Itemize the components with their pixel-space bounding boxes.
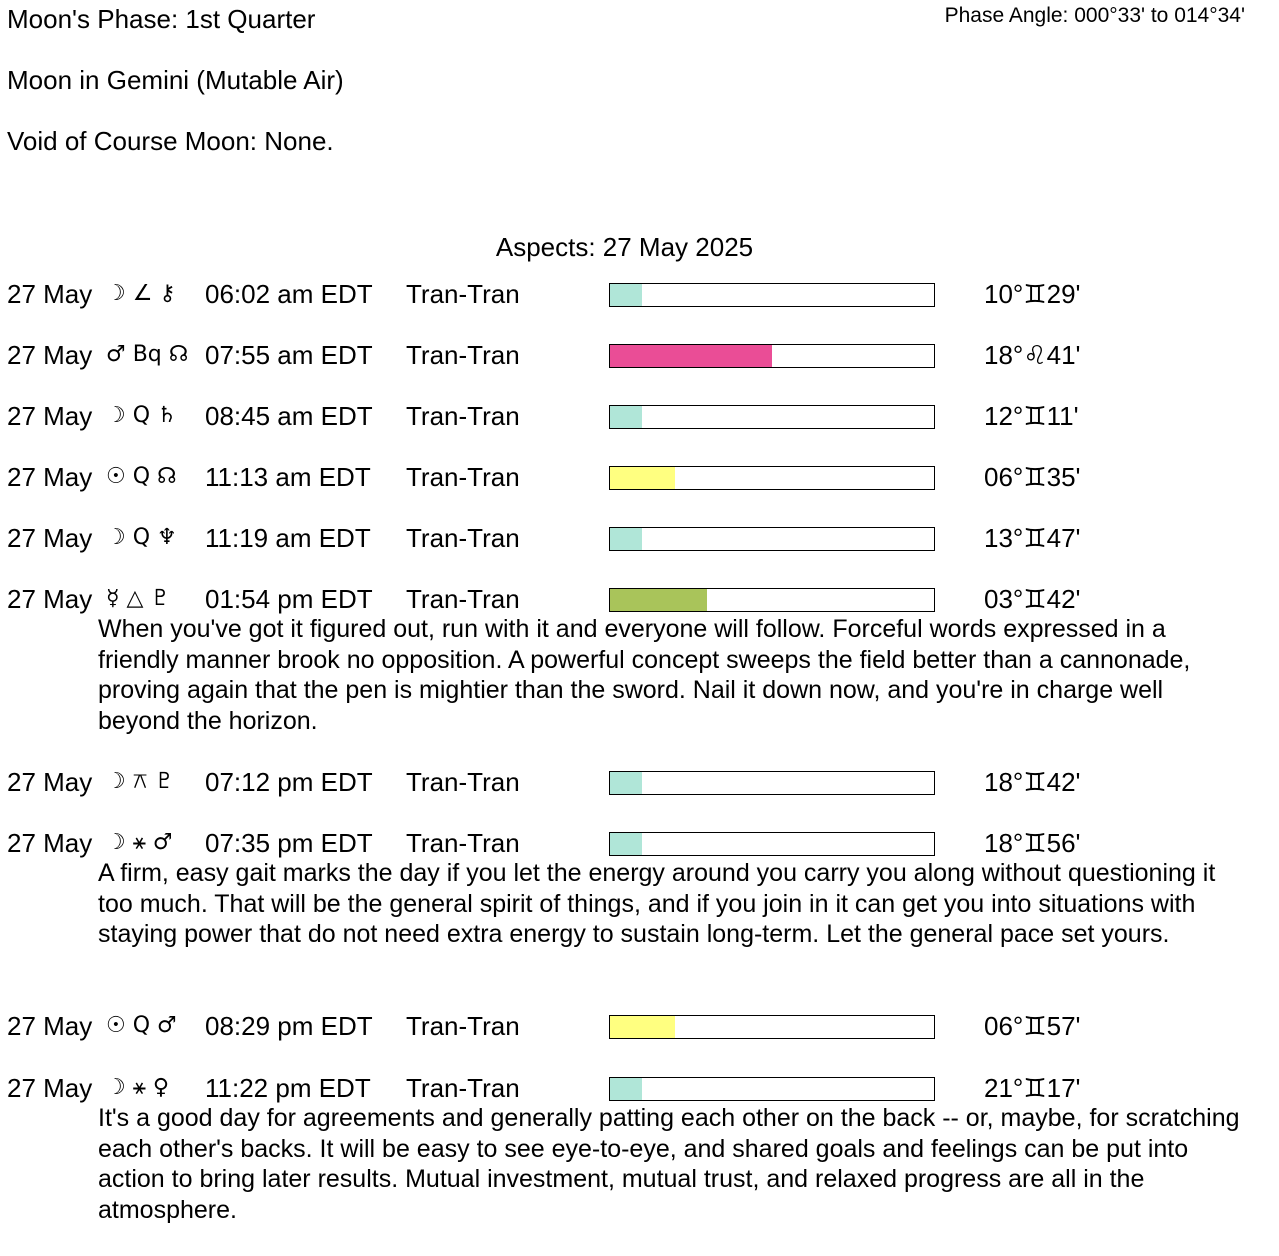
aspect-date: 27 May <box>7 340 93 370</box>
aspect-kind: Tran-Tran <box>406 1011 520 1041</box>
aspect-position: 13°♊47' <box>984 523 1081 553</box>
strength-bar <box>609 283 935 307</box>
aspect-kind: Tran-Tran <box>406 1073 520 1103</box>
aspect-glyphs: ☽ Q ♆ <box>106 525 177 550</box>
aspect-time: 07:12 pm EDT <box>205 767 373 797</box>
aspect-date: 27 May <box>7 523 93 553</box>
aspect-description: When you've got it figured out, run with it and everyone will follow. Forceful words expressed in a friendly manner brook no opposition. A powerful concept sweeps the field better than a cannonade, proving again that the pen is mightier than the sword. Nail it down now, and you're in charge well beyond the horizon. <box>98 615 1191 735</box>
aspect-glyphs: ☽ ⚻ ♇ <box>106 769 175 794</box>
aspect-description: A firm, easy gait marks the day if you let the energy around you carry you along without questioning it too much. That will be the general spirit of things, and if you join in it can get you into situations with staying power that do not need extra energy to sustain long-term. Let the general pace set yours. <box>98 859 1216 948</box>
aspect-time: 01:54 pm EDT <box>205 584 373 614</box>
strength-bar <box>609 466 935 490</box>
aspect-time: 11:13 am EDT <box>205 462 371 492</box>
aspect-date: 27 May <box>7 584 93 614</box>
aspect-date: 27 May <box>7 767 93 797</box>
strength-bar <box>609 1015 935 1039</box>
strength-bar <box>609 344 935 368</box>
aspect-time: 08:45 am EDT <box>205 401 373 431</box>
aspect-position: 03°♊42' <box>984 584 1081 614</box>
strength-bar-fill <box>610 345 772 367</box>
aspect-kind: Tran-Tran <box>406 462 520 492</box>
aspect-kind: Tran-Tran <box>406 401 520 431</box>
aspect-date: 27 May <box>7 828 93 858</box>
strength-bar <box>609 588 935 612</box>
strength-bar <box>609 1077 935 1101</box>
phase-angle-label: Phase Angle: 000°33' to 014°34' <box>944 4 1245 27</box>
aspect-position: 06°♊35' <box>984 462 1081 492</box>
moon-phase-label: Moon's Phase: 1st Quarter <box>7 4 316 34</box>
strength-bar-fill <box>610 406 642 428</box>
aspect-date: 27 May <box>7 1073 93 1103</box>
strength-bar-fill <box>610 467 675 489</box>
strength-bar-fill <box>610 589 707 611</box>
aspect-position: 10°♊29' <box>984 279 1081 309</box>
strength-bar <box>609 771 935 795</box>
aspect-date: 27 May <box>7 462 93 492</box>
aspect-glyphs: ☽ Q ♄ <box>106 403 177 428</box>
aspect-position: 12°♊11' <box>984 401 1079 431</box>
aspect-date: 27 May <box>7 1011 93 1041</box>
aspect-description: It's a good day for agreements and generally patting each other on the back -- or, maybe, for scratching each other's backs. It will be easy to see eye-to-eye, and shared goals and feelings can be put into action to bring later results. Mutual investment, mutual trust, and relaxed progress are all in the atmosphere. <box>98 1104 1240 1224</box>
void-of-course-label: Void of Course Moon: None. <box>7 126 334 156</box>
aspect-glyphs: ☿ △ ♇ <box>106 586 171 611</box>
strength-bar-fill <box>610 772 642 794</box>
strength-bar-fill <box>610 528 642 550</box>
aspect-date: 27 May <box>7 279 93 309</box>
aspects-title: Aspects: 27 May 2025 <box>495 232 754 262</box>
aspect-time: 11:19 am EDT <box>205 523 371 553</box>
aspect-time: 07:35 pm EDT <box>205 828 373 858</box>
aspect-date: 27 May <box>7 401 93 431</box>
aspect-kind: Tran-Tran <box>406 523 520 553</box>
strength-bar <box>609 405 935 429</box>
strength-bar <box>609 832 935 856</box>
aspect-glyphs: ☉ Q ☊ <box>106 464 177 489</box>
strength-bar-fill <box>610 833 642 855</box>
aspect-position: 18°♌41' <box>984 340 1081 370</box>
aspect-position: 06°♊57' <box>984 1011 1081 1041</box>
aspect-time: 07:55 am EDT <box>205 340 373 370</box>
aspect-position: 18°♊42' <box>984 767 1081 797</box>
aspect-glyphs: ☽ ⚹ ♂ <box>106 830 173 855</box>
strength-bar-fill <box>610 284 642 306</box>
aspect-kind: Tran-Tran <box>406 828 520 858</box>
aspect-glyphs: ☽ ∠ ⚷ <box>106 281 176 306</box>
aspect-glyphs: ♂ Bq ☊ <box>106 342 189 367</box>
aspect-kind: Tran-Tran <box>406 340 520 370</box>
aspect-kind: Tran-Tran <box>406 584 520 614</box>
strength-bar-fill <box>610 1016 675 1038</box>
aspect-position: 21°♊17' <box>984 1073 1081 1103</box>
aspect-glyphs: ☽ ⚹ ♀ <box>106 1075 170 1100</box>
aspect-glyphs: ☉ Q ♂ <box>106 1013 177 1038</box>
aspect-kind: Tran-Tran <box>406 279 520 309</box>
aspect-kind: Tran-Tran <box>406 767 520 797</box>
strength-bar <box>609 527 935 551</box>
moon-sign-label: Moon in Gemini (Mutable Air) <box>7 65 344 95</box>
aspect-time: 11:22 pm EDT <box>205 1073 371 1103</box>
aspect-position: 18°♊56' <box>984 828 1081 858</box>
strength-bar-fill <box>610 1078 642 1100</box>
aspect-time: 06:02 am EDT <box>205 279 373 309</box>
aspect-time: 08:29 pm EDT <box>205 1011 373 1041</box>
